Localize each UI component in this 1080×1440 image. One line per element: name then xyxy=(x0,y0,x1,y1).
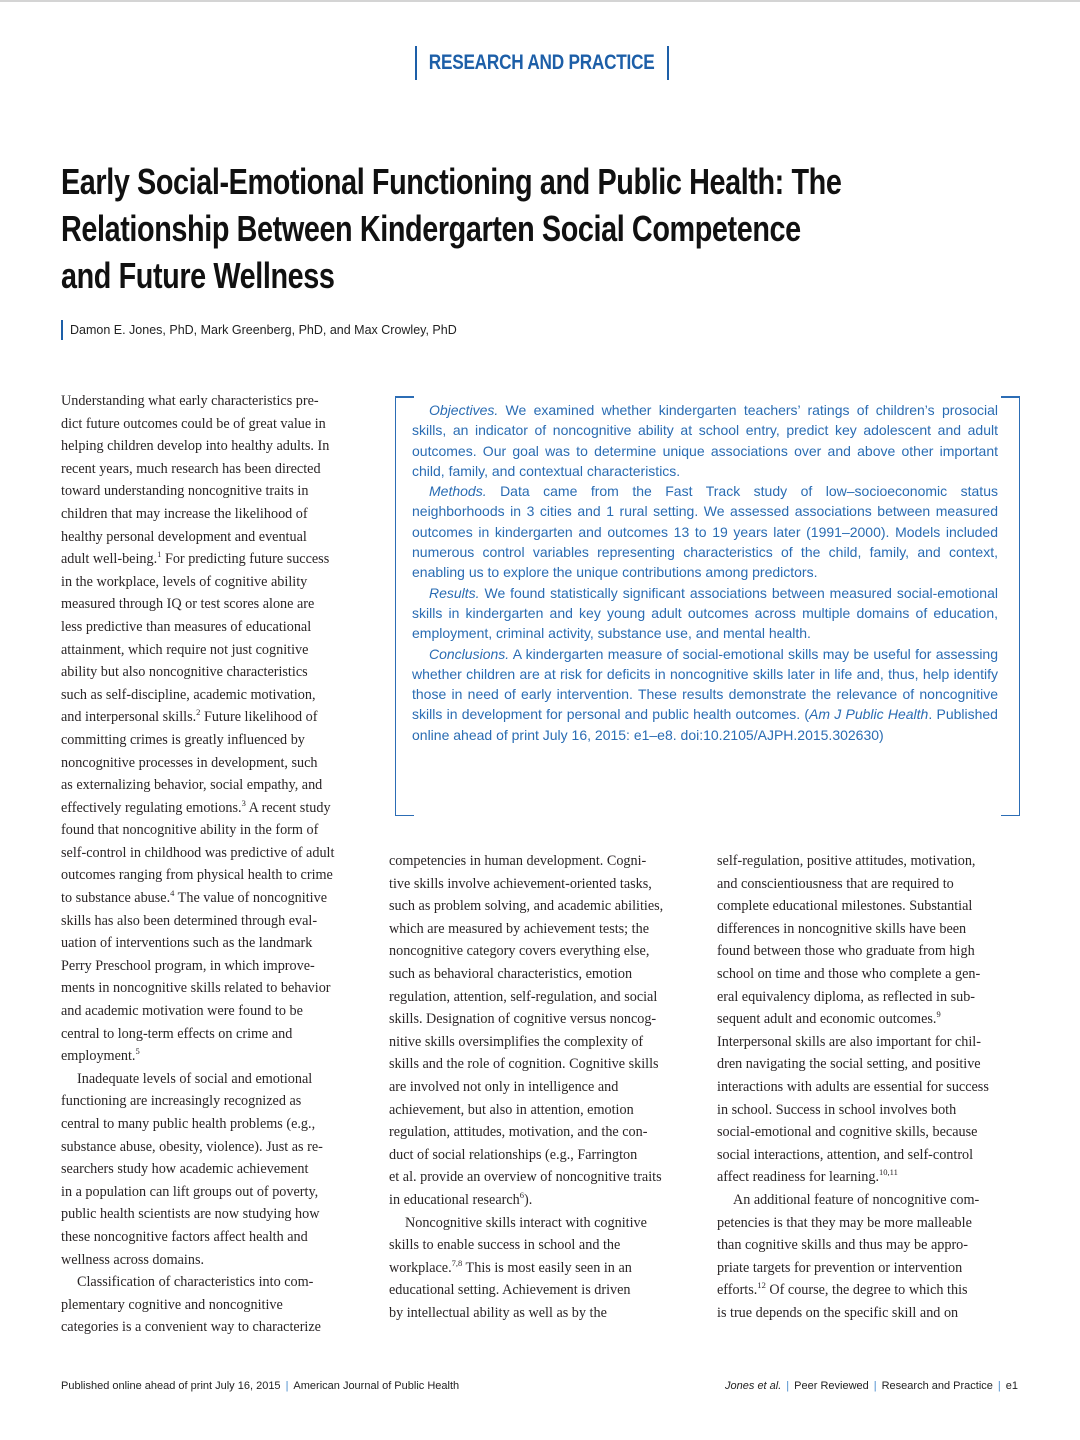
text-line: tive skills involve achievement-oriented tasks, xyxy=(389,875,652,892)
text-line: affect readiness for learning.$^{10,11}$ xyxy=(717,1167,898,1186)
objectives-text: We examined whether kindergarten teachers’ ratings of children’s prosocial skills, an indicator of noncognitive ability at school entry, predict key adolescent and adult outcomes. Our goal was to determine unique associations over and above other important child, family, and contextual characteristics. xyxy=(412,402,998,479)
text-line: and interpersonal skills.$^2$ Future likelihood of xyxy=(61,707,318,726)
text-line: healthy personal development and eventual xyxy=(61,528,307,545)
footer-authors: Jones et al. xyxy=(725,1380,782,1392)
text-line: skills to enable success in school and the xyxy=(389,1237,621,1254)
text-line: recent years, much research has been directed xyxy=(61,460,321,477)
text-line: Classification of characteristics into com- xyxy=(77,1274,314,1291)
text-line: in a population can lift groups out of poverty, xyxy=(61,1183,319,1200)
footer-separator: | xyxy=(997,1380,1001,1392)
text-line: such as behavioral characteristics, emotion xyxy=(389,965,633,982)
abstract-corner xyxy=(396,396,414,398)
text-line: regulation, attention, self-regulation, and social xyxy=(389,988,658,1005)
text-line: priate targets for prevention or intervention xyxy=(717,1259,963,1276)
footer-left xyxy=(61,1380,459,1392)
conclusions-label: Conclusions. xyxy=(429,645,510,662)
abstract-corner xyxy=(1001,396,1019,398)
text-line: social-emotional and cognitive skills, because xyxy=(717,1124,978,1141)
text-line: less predictive than measures of educational xyxy=(61,618,312,635)
body-column-2 xyxy=(389,850,692,1324)
text-line: skills has also been determined through eval- xyxy=(61,912,318,929)
text-line: petencies is that they may be more malleable xyxy=(717,1214,972,1231)
results-label: Results. xyxy=(429,584,480,601)
text-line: competencies in human development. Cogni- xyxy=(389,853,647,869)
text-line: self-regulation, positive attitudes, motivation, xyxy=(717,853,976,869)
text-line: categories is a convenient way to characterize xyxy=(61,1319,321,1336)
methods-label: Methods. xyxy=(429,483,487,500)
text-line: noncognitive category covers everything else, xyxy=(389,943,650,960)
text-line: skills. Designation of cognitive versus noncog- xyxy=(389,1011,657,1028)
reference-superscript: 10,11 xyxy=(879,1167,898,1178)
article-title xyxy=(61,158,842,299)
results-text: We found statistically significant associations between measured social-emotional skills in kindergarten and key young adult outcomes across multiple domains of education, employment, criminal activity, substance use, and mental health. xyxy=(412,584,998,642)
text-line: to substance abuse.$^4$ The value of noncognitive xyxy=(61,888,327,907)
text-line: eral equivalency diploma, as reflected in sub- xyxy=(717,988,976,1005)
text-line: et al. provide an overview of noncognitive traits xyxy=(389,1169,662,1186)
text-line: ments in noncognitive skills related to behavior xyxy=(61,980,331,997)
title-line: Relationship Between Kindergarten Social Competence xyxy=(61,208,801,249)
top-border xyxy=(0,0,1080,2)
text-line: interactions with adults are essential for success xyxy=(717,1078,989,1095)
text-line: these noncognitive factors affect health and xyxy=(61,1228,308,1245)
text-line: Understanding what early characteristics pre- xyxy=(61,393,319,409)
reference-superscript: 1 xyxy=(157,549,162,560)
text-line: in school. Success in school involves both xyxy=(717,1101,957,1118)
text-line: public health scientists are now studying how xyxy=(61,1206,320,1223)
text-line: employment.$^5$ xyxy=(61,1046,140,1065)
text-line: as externalizing behavior, social empathy, and xyxy=(61,777,323,794)
text-line: than cognitive skills and thus may be appro- xyxy=(717,1237,968,1254)
text-line: social interactions, attention, and self-control xyxy=(717,1146,974,1163)
reference-superscript: 2 xyxy=(196,707,201,718)
reference-superscript: 4 xyxy=(170,888,175,899)
text-line: efforts.$^{12}$ Of course, the degree to which this xyxy=(717,1280,968,1299)
text-line: helping children develop into healthy adults. In xyxy=(61,438,330,455)
text-line: children that may increase the likelihood of xyxy=(61,505,308,522)
text-line: An additional feature of noncognitive com- xyxy=(733,1191,980,1208)
text-line: are involved not only in intelligence and xyxy=(389,1078,619,1095)
footer-separator: | xyxy=(873,1380,877,1392)
reference-superscript: 12 xyxy=(757,1280,766,1291)
text-line: educational setting. Achievement is driven xyxy=(389,1282,631,1299)
text-line: searchers study how academic achievement xyxy=(61,1161,309,1178)
abstract-conclusions xyxy=(412,644,998,745)
text-line: wellness across domains. xyxy=(61,1251,205,1268)
text-line: sequent adult and economic outcomes.$^9$ xyxy=(717,1009,941,1028)
text-line: which are measured by achievement tests; the xyxy=(389,920,650,937)
section-label: RESEARCH AND PRACTICE xyxy=(429,51,655,74)
abstract-corner xyxy=(396,815,414,817)
text-line: Perry Preschool program, in which improve- xyxy=(61,957,315,974)
text-line: duct of social relationships (e.g., Farrington xyxy=(389,1146,638,1163)
text-line: in educational research$^6$). xyxy=(389,1189,533,1208)
text-line: attainment, which require not just cognitive xyxy=(61,641,309,658)
text-line: uation of interventions such as the landmark xyxy=(61,935,313,952)
abstract-methods xyxy=(412,481,998,582)
text-line: central to many public health problems (e.g., xyxy=(61,1116,316,1132)
footer-section: Research and Practice xyxy=(881,1380,993,1392)
section-header xyxy=(415,46,669,80)
footer-page-number: e1 xyxy=(1005,1380,1018,1392)
text-line: skills and the role of cognition. Cognitive skills xyxy=(389,1056,659,1073)
footer-publish-date: Published online ahead of print July 16, 2015 xyxy=(61,1380,281,1392)
footer-right xyxy=(725,1380,1018,1392)
text-line: self-control in childhood was predictive of adult xyxy=(61,844,335,861)
text-line: achievement, but also in attention, emotion xyxy=(389,1101,634,1118)
reference-superscript: 5 xyxy=(135,1046,140,1057)
text-line: found between those who graduate from high xyxy=(717,943,975,960)
text-line: and conscientiousness that are required to xyxy=(717,875,954,892)
text-line: adult well-being.$^1$ For predicting future success xyxy=(61,549,330,568)
body-column-3 xyxy=(717,850,1020,1324)
title-line: and Future Wellness xyxy=(61,255,335,296)
title-line: Early Social-Emotional Functioning and Public Health: The xyxy=(61,161,842,202)
text-line: dict future outcomes could be of great value in xyxy=(61,415,326,432)
objectives-label: Objectives. xyxy=(429,402,499,418)
text-line: by intellectual ability as well as by the xyxy=(389,1304,607,1321)
abstract-box xyxy=(395,396,1020,816)
text-line: is true depends on the specific skill and on xyxy=(717,1304,959,1321)
citation-journal: Am J Public Health xyxy=(809,706,929,723)
text-line: committing crimes is greatly influenced by xyxy=(61,731,305,748)
text-line: substance abuse, obesity, violence). Just as re- xyxy=(61,1138,323,1155)
text-line: ability but also noncognitive characteristics xyxy=(61,664,308,681)
text-line: measured through IQ or test scores alone are xyxy=(61,596,315,613)
reference-superscript: 7,8 xyxy=(451,1257,463,1268)
text-line: in the workplace, levels of cognitive ability xyxy=(61,573,308,590)
text-line: Inadequate levels of social and emotional xyxy=(77,1070,313,1087)
abstract-corner xyxy=(1001,815,1019,817)
text-line: effectively regulating emotions.$^3$ A recent study xyxy=(61,797,331,816)
text-line: workplace.$^{7,8}$ This is most easily seen in an xyxy=(389,1257,632,1276)
abstract-text xyxy=(412,400,998,745)
footer-review-status: Peer Reviewed xyxy=(794,1380,869,1392)
text-line: school on time and those who complete a gen- xyxy=(717,965,981,982)
text-line: dren navigating the social setting, and positive xyxy=(717,1056,981,1073)
text-line: central to long-term effects on crime and xyxy=(61,1025,293,1042)
text-line: differences in noncognitive skills have been xyxy=(717,920,967,937)
text-line: such as self-discipline, academic motivation, xyxy=(61,686,316,703)
text-line: regulation, attitudes, motivation, and the con- xyxy=(389,1124,648,1141)
text-line: noncognitive processes in development, such xyxy=(61,754,318,771)
text-line: outcomes ranging from physical health to crime xyxy=(61,867,333,884)
reference-superscript: 3 xyxy=(241,797,246,808)
text-line: such as problem solving, and academic abilities, xyxy=(389,898,664,915)
text-line: Interpersonal skills are also important for chil- xyxy=(717,1033,981,1050)
text-line: Noncognitive skills interact with cognitive xyxy=(405,1214,647,1231)
text-line: plementary cognitive and noncognitive xyxy=(61,1296,283,1313)
methods-text: Data came from the Fast Track study of low–socioeconomic status neighborhoods in 3 cities and 1 rural setting. We assessed associations between measured outcomes in kindergarten and outcomes 13 to 19 years later (1991–2000). Models included numerous control variables representing characteristics of the child, family, and context, enabling us to explore the unique contributions among predictors. xyxy=(412,483,998,581)
reference-superscript: 6 xyxy=(519,1189,525,1200)
reference-superscript: 9 xyxy=(936,1009,941,1020)
abstract-objectives xyxy=(412,400,998,481)
footer-separator: | xyxy=(285,1380,289,1392)
author-list: Damon E. Jones, PhD, Mark Greenberg, PhD, and Max Crowley, PhD xyxy=(61,320,457,340)
conclusions-text: A kindergarten measure of social-emotional skills may be useful for assessing whether children are at risk for deficits in noncognitive skills later in life and, thus, help identify those in need of early intervention. These results demonstrate the relevance of noncognitive skills in development for personal and public health outcomes. ( xyxy=(412,645,998,723)
text-line: nitive skills oversimplifies the complexity of xyxy=(389,1033,644,1050)
footer-journal: American Journal of Public Health xyxy=(293,1380,460,1392)
text-line: toward understanding noncognitive traits in xyxy=(61,483,309,500)
text-line: functioning are increasingly recognized as xyxy=(61,1093,302,1110)
footer-separator: | xyxy=(786,1380,790,1392)
text-line: and academic motivation were found to be xyxy=(61,1003,303,1020)
text-line: complete educational milestones. Substantial xyxy=(717,898,973,915)
citation-details: . Published online ahead of print July 16, 2015: e1–e8. doi:10.2105/AJPH.2015.302630) xyxy=(412,706,998,743)
text-line: found that noncognitive ability in the form of xyxy=(61,822,319,839)
body-column-1 xyxy=(61,390,363,1339)
abstract-results xyxy=(412,583,998,644)
